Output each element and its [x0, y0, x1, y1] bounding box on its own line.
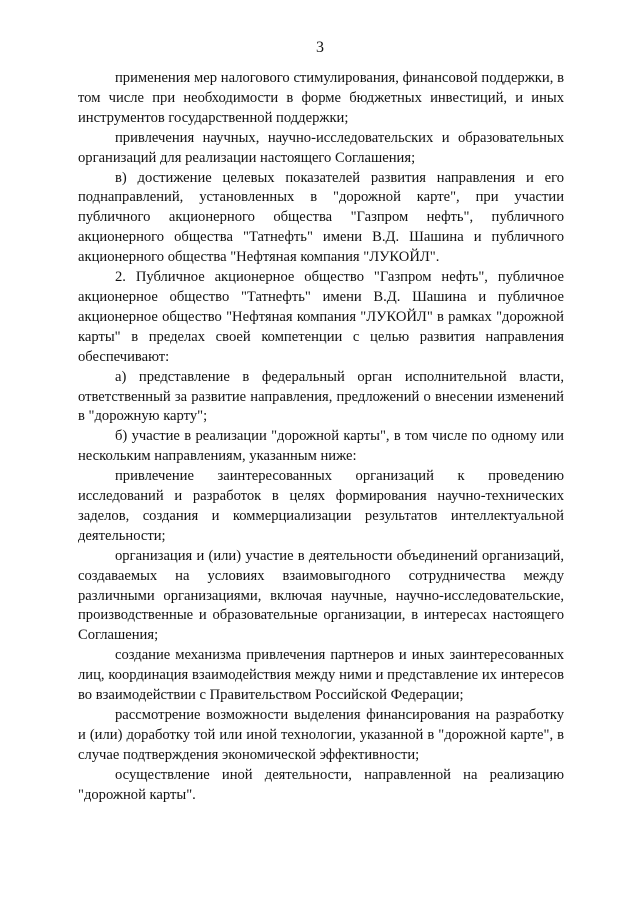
paragraph-attracting-organizations: привлечение заинтересованных организаций к проведению исследований и разработок в целях формирования научно-технических заделов, создания и коммерциализации результатов интеллектуальной деятельности; — [78, 468, 564, 544]
paragraph-tax-incentives: применения мер налогового стимулирования, финансовой поддержки, в том числе при необходимости в форме бюджетных инвестиций, и иных инструментов государственной поддержки; — [78, 70, 564, 126]
document-body — [78, 69, 564, 806]
paragraph-item-v-targets: в) достижение целевых показателей развития направления и его поднаправлений, установленных в "дорожной карте", при участии публичного акционерного общества "Газпром нефть", публичного акционерного общества "Татнефть" имени В.Д. Шашина и публичного акционерного общества "Нефтяная компания "ЛУКОЙЛ". — [78, 169, 564, 266]
paragraph-financing: рассмотрение возможности выделения финансирования на разработку и (или) доработку той или иной технологии, указанной в "дорожной карте", в случае подтверждения экономической эффективности; — [78, 707, 564, 763]
paragraph-research-organizations: привлечения научных, научно-исследовательских и образовательных организаций для реализации настоящего Соглашения; — [78, 129, 564, 166]
paragraph-associations: организация и (или) участие в деятельности объединений организаций, создаваемых на условиях взаимовыгодного сотрудничества между различными организациями, включая научные, научно-исследовательские, производственные и образовательные организации, в интересах настоящего Соглашения; — [78, 547, 564, 644]
paragraph-partner-mechanism: создание механизма привлечения партнеров и иных заинтересованных лиц, координация взаимодействия между ними и представление их интересов во взаимодействии с Правительством Российской Федерации; — [78, 647, 564, 704]
paragraph-item-b-participation: б) участие в реализации "дорожной карты", в том числе по одному или нескольким направлениям, указанным ниже: — [78, 428, 564, 465]
page-number: 3 — [316, 39, 324, 56]
paragraph-other-activities: осуществление иной деятельности, направленной на реализацию "дорожной карты". — [78, 766, 564, 803]
paragraph-item-a-proposals: а) представление в федеральный орган исполнительной власти, ответственный за развитие направления, предложений о внесении изменений в "дорожную карту"; — [78, 368, 564, 425]
paragraph-clause-2: 2. Публичное акционерное общество "Газпром нефть", публичное акционерное общество "Татнефть" имени В.Д. Шашина и публичное акционерное общество "Нефтяная компания "ЛУКОЙЛ" в рамках "дорожной карты" в пределах своей компетенции с целью развития направления обеспечивают: — [78, 269, 564, 365]
